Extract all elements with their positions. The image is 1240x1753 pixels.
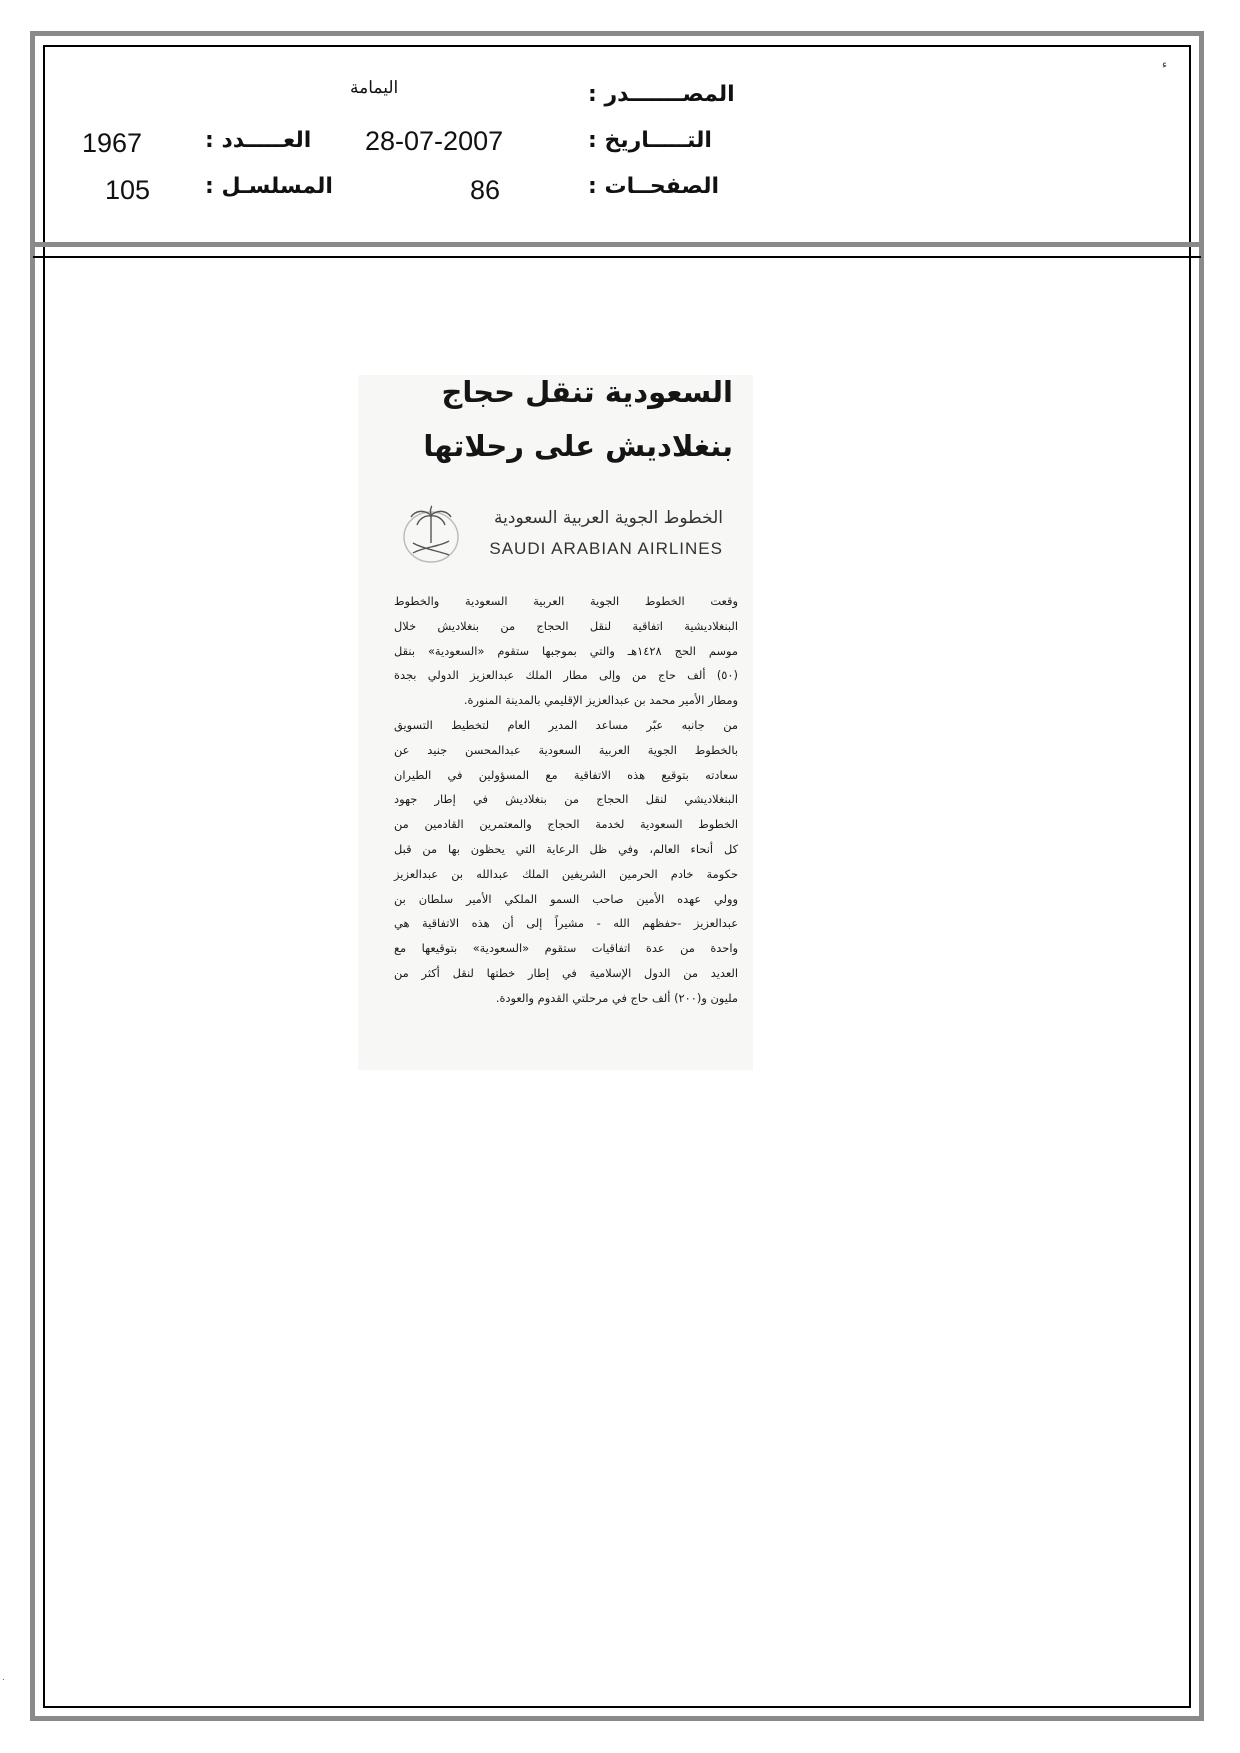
source-value: اليمامة — [350, 78, 399, 98]
article-line: من جانبه عبّر مساعد المدير العام لتخطيط التسويق — [394, 717, 738, 732]
pages-value: 86 — [470, 175, 501, 205]
pages-label: الصفحــات : — [588, 174, 720, 199]
corner-mark: ء — [1162, 58, 1168, 71]
serial-label: المسلسـل : — [205, 174, 333, 199]
clipping-headline-line2: بنغلاديش على رحلاتها — [423, 429, 733, 463]
article-line: الخطوط السعودية لخدمة الحجاج والمعتمرين القادمين من — [394, 817, 738, 832]
margin-dot: . — [2, 1673, 5, 1683]
article-line: ومطار الأمير محمد بن عبدالعزيز الإقليمي بالمدينة المنورة. — [463, 693, 738, 708]
article-line: سعادته بتوقيع هذه الاتفاقية مع المسؤولين في الطيران — [394, 767, 738, 782]
article-line: كل أنحاء العالم، وفي ظل الرعاية التي يحظون بها من قبل — [394, 841, 738, 856]
article-line: وولي عهده الأمين صاحب السمو الملكي الأمير سلطان بن — [394, 891, 738, 906]
date-value: 28-07-2007 — [365, 126, 504, 156]
article-line: العديد من الدول الإسلامية في إطار خطتها لنقل أكثر من — [394, 965, 738, 980]
article-line: البنغلاديشي لنقل الحجاج من بنغلاديش في إطار جهود — [394, 792, 738, 807]
issue-value: 1967 — [82, 128, 143, 158]
header-divider-gray — [33, 242, 1201, 247]
date-label: التـــــاريخ : — [588, 128, 712, 153]
newspaper-clipping — [358, 375, 753, 1070]
article-line: مليون و(٢٠٠) ألف حاج في مرحلتي القدوم والعودة. — [495, 990, 738, 1005]
article-line: بالخطوط الجوية العربية السعودية عبدالمحسن جنيد عن — [394, 742, 738, 757]
palm-and-swords-icon — [401, 503, 461, 565]
article-line: واحدة من عدة اتفاقيات ستقوم «السعودية» بتوقيعها مع — [394, 941, 738, 956]
saudi-airlines-logo — [401, 503, 723, 565]
article-line: موسم الحج ١٤٢٨هـ والتي بموجبها ستقوم «السعودية» بنقل — [394, 643, 738, 658]
serial-value: 105 — [105, 175, 151, 205]
clipping-article-body — [394, 589, 738, 1011]
header-divider-black — [33, 256, 1201, 258]
logo-english-text: SAUDI ARABIAN AIRLINES — [489, 539, 723, 558]
source-label: المصـــــــدر : — [588, 82, 735, 107]
article-line: حكومة خادم الحرمين الشريفين الملك عبدالله بن عبدالعزيز — [394, 866, 738, 881]
article-line: (٥٠) ألف حاج من وإلى مطار الملك عبدالعزيز الدولي بجدة — [394, 668, 738, 683]
article-line: وقعت الخطوط الجوية العربية السعودية والخطوط — [394, 594, 738, 608]
article-line: البنغلاديشية اتفاقية لنقل الحجاج من بنغلاديش خلال — [394, 618, 738, 633]
clipping-headline-line1: السعودية تنقل حجاج — [441, 375, 733, 409]
logo-arabic-text: الخطوط الجوية العربية السعودية — [494, 508, 723, 528]
article-line: عبدالعزيز -حفظهم الله - مشيراً إلى أن هذه الاتفاقية هي — [394, 916, 738, 931]
issue-label: العـــــدد : — [205, 128, 312, 153]
